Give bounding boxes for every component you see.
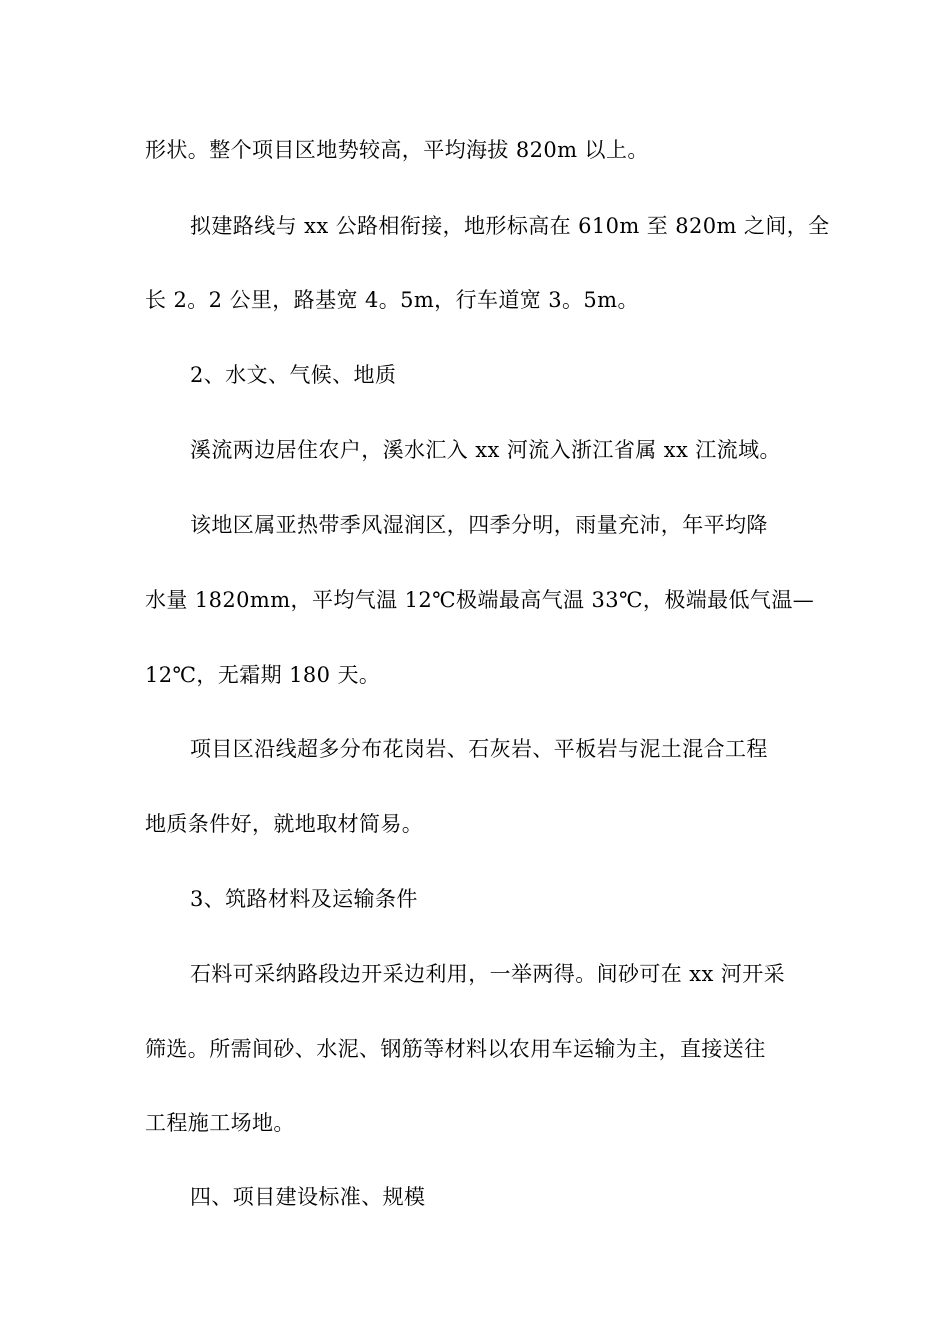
paragraph-line: 12℃，无霜期 180 天。 [145,663,381,687]
paragraph-line: 地质条件好，就地取材简易。 [145,812,424,836]
paragraph-line: 筛选。所需间砂、水泥、钢筋等材料以农用车运输为主，直接送往 [145,1037,766,1061]
paragraph-line: 形状。整个项目区地势较高，平均海拔 820m 以上。 [145,138,649,162]
paragraph-line: 工程施工场地。 [145,1111,295,1135]
paragraph-line: 石料可采纳路段边开采边利用，一举两得。间砂可在 xx 河开采 [190,962,786,986]
paragraph-line: 水量 1820mm，平均气温 12℃极端最高气温 33℃，极端最低气温— [145,588,815,612]
paragraph-line: 拟建路线与 xx 公路相衔接，地形标高在 610m 至 820m 之间，全 [190,214,830,238]
section-heading: 3、筑路材料及运输条件 [190,887,418,911]
paragraph-line: 溪流两边居住农户，溪水汇入 xx 河流入浙江省属 xx 江流域。 [190,438,781,462]
paragraph-line: 长 2。2 公里，路基宽 4。5m，行车道宽 3。5m。 [145,288,639,312]
chapter-heading: 四、项目建设标准、规模 [190,1185,426,1209]
paragraph-line: 项目区沿线超多分布花岗岩、石灰岩、平板岩与泥土混合工程 [190,737,768,761]
section-heading: 2、水文、气候、地质 [190,363,397,387]
paragraph-line: 该地区属亚热带季风湿润区，四季分明，雨量充沛，年平均降 [190,513,768,537]
